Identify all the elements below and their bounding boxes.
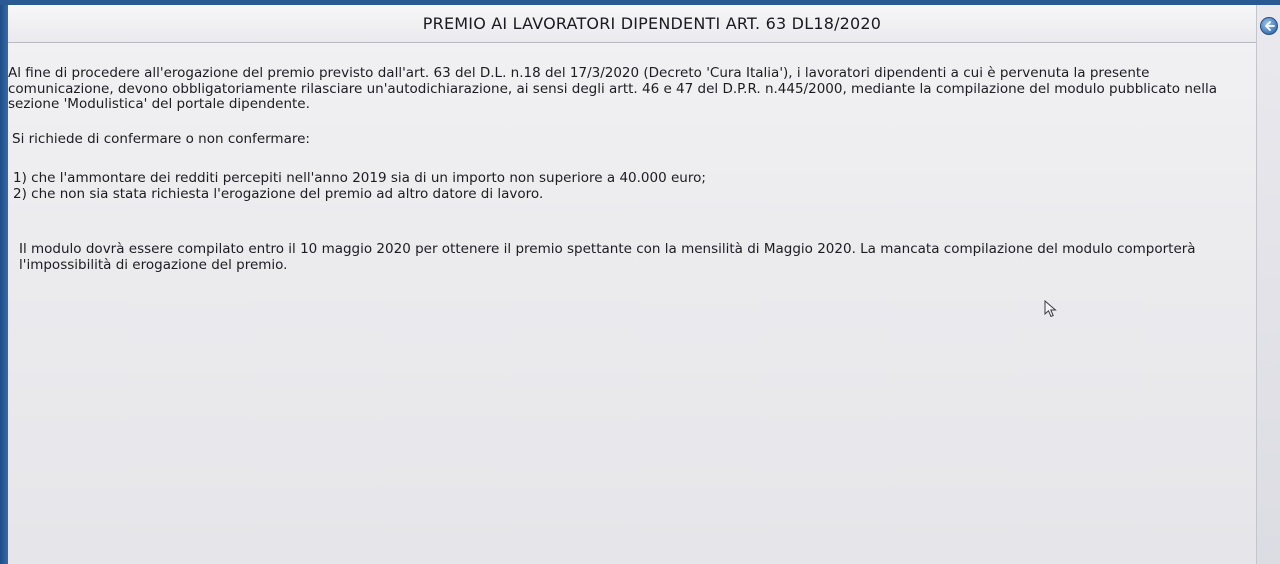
confirmation-question: Si richiede di confermare o non confermare: (12, 130, 310, 147)
window-left-border (0, 5, 8, 564)
title-bar (8, 5, 1256, 43)
page-title: PREMIO AI LAVORATORI DIPENDENTI ART. 63 DL18/2020 (422, 14, 882, 33)
condition-item-2: 2) che non sia stata richiesta l'erogazione del premio ad altro datore di lavoro. (13, 186, 544, 202)
message-body (8, 44, 1254, 564)
deadline-paragraph: Il modulo dovrà essere compilato entro il 10 maggio 2020 per ottenere il premio spettante con la mensilità di Maggio 2020. La mancata compilazione del modulo comporterà l'impossibilità di erogazione del premio. (19, 241, 1196, 273)
intro-paragraph: Al fine di procedere all'erogazione del premio previsto dall'art. 63 del D.L. n.18 del 17/3/2020 (Decreto 'Cura Italia'), i lavoratori dipendenti a cui è pervenuta la presente comunicazione, devono obbligatoriamente rilasciare un'autodichiarazione, ai sensi degli artt. 46 e 47 del D.P.R. n.445/2000, mediante la compilazione del modulo pubblicato nella sezione 'Modulistica' del portale dipendente. (8, 65, 1217, 112)
conditions-list (8, 170, 1254, 202)
mouse-pointer-icon (1044, 300, 1058, 318)
condition-item-1: 1) che l'ammontare dei redditi percepiti nell'anno 2019 sia di un importo non superiore a 40.000 euro; (13, 170, 706, 186)
right-side-panel (1256, 5, 1280, 564)
back-arrow-icon[interactable] (1260, 17, 1278, 35)
